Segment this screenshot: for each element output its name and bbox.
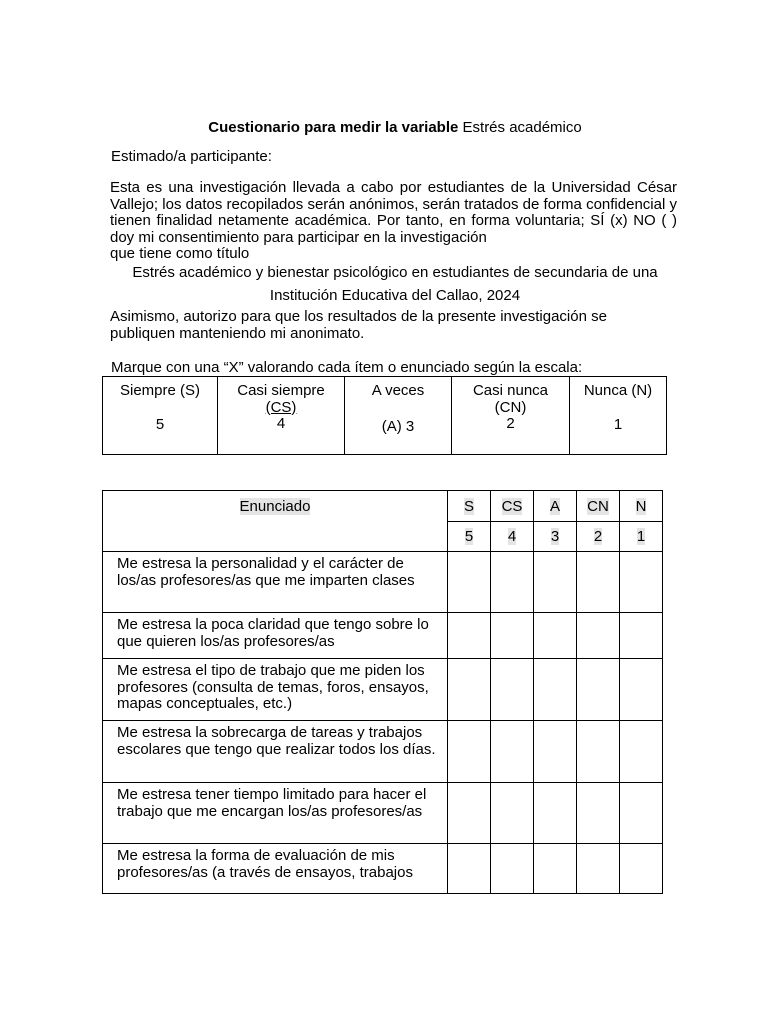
greeting: Estimado/a participante: (111, 148, 272, 165)
answer-cell-a[interactable] (534, 844, 577, 894)
scale-table (102, 376, 667, 455)
answer-cell-n[interactable] (620, 613, 663, 659)
col-value-s (448, 522, 491, 552)
col-value: 4 (507, 528, 517, 545)
table-row (103, 844, 663, 894)
col-value: 2 (593, 528, 603, 545)
answer-cell-cs[interactable] (491, 659, 534, 721)
scale-label: Casi siempre (237, 382, 325, 399)
study-title-line2: Institución Educativa del Callao, 2024 (269, 287, 521, 304)
col-code-a (534, 491, 577, 522)
table-row (103, 552, 663, 613)
answer-cell-cs[interactable] (491, 721, 534, 783)
scale-value: 2 (506, 415, 515, 432)
scale-value: 5 (155, 415, 165, 433)
col-code: CN (587, 497, 609, 515)
scale-cell-casi-nunca (452, 377, 570, 455)
page-title (0, 119, 768, 136)
answer-cell-cn[interactable] (577, 613, 620, 659)
intro-last-line: que tiene como título (110, 245, 250, 262)
col-code-cs (491, 491, 534, 522)
statement-cell: Me estresa tener tiempo limitado para hacer el trabajo que me encargan los/as profesores/as (103, 783, 448, 844)
col-value-cs (491, 522, 534, 552)
answer-cell-n[interactable] (620, 721, 663, 783)
items-table (102, 490, 663, 894)
col-value: 5 (464, 528, 474, 545)
answer-cell-a[interactable] (534, 721, 577, 783)
answer-cell-cn[interactable] (577, 844, 620, 894)
answer-cell-s[interactable] (448, 721, 491, 783)
answer-cell-a[interactable] (534, 659, 577, 721)
scale-cell-siempre (103, 377, 218, 455)
answer-cell-cn[interactable] (577, 721, 620, 783)
col-code-n (620, 491, 663, 522)
statement-cell: Me estresa la poca claridad que tengo sobre lo que quieren los/as profesores/as (103, 613, 448, 659)
col-value: 3 (550, 528, 560, 545)
col-code: A (549, 497, 560, 515)
title-variable: Estrés académico (462, 119, 582, 136)
statement-cell: Me estresa el tipo de trabajo que me piden los profesores (consulta de temas, foros, ensayos, mapas conceptuales, etc.) (103, 659, 448, 721)
table-row (103, 783, 663, 844)
table-row (103, 659, 663, 721)
authorization-paragraph: Asimismo, autorizo para que los resultados de la presente investigación se publiquen manteniendo mi anonimato. (110, 308, 607, 342)
col-code-s (448, 491, 491, 522)
header-row-codes (103, 491, 663, 522)
col-code: S (463, 497, 474, 515)
answer-cell-cs[interactable] (491, 613, 534, 659)
col-value: 1 (636, 528, 646, 545)
answer-cell-a[interactable] (534, 552, 577, 613)
scale-cell-casi-siempre (218, 377, 345, 455)
instruction-text: Marque con una “X” valorando cada ítem o enunciado según la escala: (111, 359, 583, 376)
answer-cell-cs[interactable] (491, 783, 534, 844)
scale-label-abbrev: (CS) (265, 398, 297, 416)
answer-cell-a[interactable] (534, 783, 577, 844)
answer-cell-s[interactable] (448, 659, 491, 721)
scale-label: Casi nunca (472, 382, 549, 399)
study-title (0, 261, 768, 307)
study-title-line1: Estrés académico y bienestar psicológico en estudiantes de secundaria de una (132, 264, 658, 281)
scale-label: A veces (371, 382, 425, 399)
answer-cell-s[interactable] (448, 844, 491, 894)
answer-cell-cs[interactable] (491, 552, 534, 613)
answer-cell-n[interactable] (620, 552, 663, 613)
scale-value: 4 (276, 415, 286, 432)
answer-cell-cn[interactable] (577, 552, 620, 613)
answer-cell-s[interactable] (448, 552, 491, 613)
scale-label: Siempre (S) (119, 382, 201, 399)
statement-cell: Me estresa la sobrecarga de tareas y trabajos escolares que tengo que realizar todos los días. (103, 721, 448, 783)
answer-cell-n[interactable] (620, 844, 663, 894)
col-code: CS (501, 497, 523, 515)
answer-cell-a[interactable] (534, 613, 577, 659)
table-row (103, 721, 663, 783)
answer-cell-cs[interactable] (491, 844, 534, 894)
statement-header (103, 491, 448, 552)
statement-header-label: Enunciado (239, 498, 311, 515)
scale-value: (A) 3 (381, 417, 415, 435)
table-row (103, 613, 663, 659)
title-bold: Cuestionario para medir la variable (208, 119, 459, 136)
scale-cell-a-veces (345, 377, 452, 455)
col-value-n (620, 522, 663, 552)
scale-row (103, 377, 667, 455)
statement-cell: Me estresa la forma de evaluación de mis profesores/as (a través de ensayos, trabajos (103, 844, 448, 894)
scale-label: Nunca (N) (583, 382, 653, 399)
answer-cell-cn[interactable] (577, 783, 620, 844)
answer-cell-n[interactable] (620, 659, 663, 721)
col-code-cn (577, 491, 620, 522)
answer-cell-s[interactable] (448, 783, 491, 844)
intro-paragraph (110, 180, 677, 263)
scale-cell-nunca (570, 377, 667, 455)
statement-cell: Me estresa la personalidad y el carácter de los/as profesores/as que me imparten clases (103, 552, 448, 613)
col-value-cn (577, 522, 620, 552)
col-code: N (635, 497, 647, 515)
answer-cell-n[interactable] (620, 783, 663, 844)
scale-value: 1 (613, 415, 623, 433)
scale-label-abbrev: (CN) (494, 398, 527, 416)
col-value-a (534, 522, 577, 552)
answer-cell-cn[interactable] (577, 659, 620, 721)
answer-cell-s[interactable] (448, 613, 491, 659)
intro-text: Esta es una investigación llevada a cabo por estudiantes de la Universidad César Vallejo; los datos recopilados serán anónimos, serán tratados de forma confidencial y tienen finalidad netamente académica. Por tanto, en forma voluntaria; SÍ (x) NO ( ) doy mi consentimiento para participar en la investigación (110, 179, 677, 246)
